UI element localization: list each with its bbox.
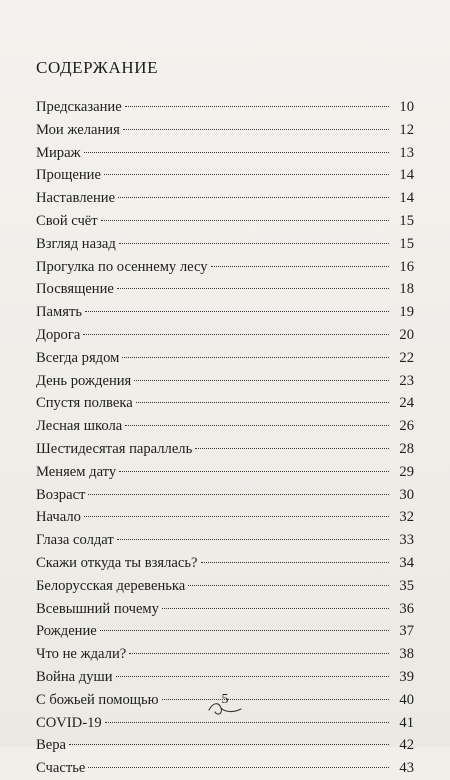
toc-entry-page: 32 xyxy=(399,509,414,526)
toc-dot-leader xyxy=(119,471,389,472)
toc-dot-leader xyxy=(117,539,389,540)
toc-entry-page: 22 xyxy=(399,349,414,366)
toc-dot-leader xyxy=(188,585,389,586)
toc-dot-leader xyxy=(211,266,389,267)
toc-entry-page: 15 xyxy=(399,235,414,252)
toc-entry xyxy=(36,506,414,529)
toc-entry-title: Скажи откуда ты взялась? xyxy=(36,554,198,571)
toc-entry-page: 18 xyxy=(399,281,414,298)
toc-entry xyxy=(36,552,414,575)
toc-entry-title: Мираж xyxy=(36,144,81,161)
toc-entry-title: COVID-19 xyxy=(36,714,102,731)
toc-entry-title: С божьей помощью xyxy=(36,691,159,708)
toc-entry-page: 40 xyxy=(399,691,414,708)
toc-entry-page: 24 xyxy=(399,395,414,412)
toc-dot-leader xyxy=(84,516,389,517)
toc-entry-page: 28 xyxy=(399,440,414,457)
toc-entry xyxy=(36,484,414,507)
toc-entry-title: Что не ждали? xyxy=(36,646,127,663)
toc-entry-page: 12 xyxy=(399,121,414,138)
page-number-text: 5 xyxy=(221,692,229,707)
toc-entry-title: Память xyxy=(36,304,82,321)
toc-entry xyxy=(36,256,414,279)
toc-entry-page: 30 xyxy=(399,486,414,503)
toc-entry-page: 14 xyxy=(399,190,414,207)
toc-entry-title: Счастье xyxy=(36,760,86,777)
toc-entry-page: 43 xyxy=(399,760,414,777)
toc-entry xyxy=(36,734,414,757)
toc-dot-leader xyxy=(119,243,389,244)
toc-dot-leader xyxy=(84,152,389,153)
toc-entry xyxy=(36,438,414,461)
toc-dot-leader xyxy=(201,562,390,563)
toc-entry xyxy=(36,324,414,347)
toc-entry-title: Прощение xyxy=(36,167,101,184)
toc-entry-title: День рождения xyxy=(36,372,132,389)
toc-entry xyxy=(36,301,414,324)
toc-entry-page: 42 xyxy=(399,737,414,754)
toc-entry xyxy=(36,370,414,393)
toc-entry xyxy=(36,278,414,301)
toc-entry-title: Всегда рядом xyxy=(36,349,120,366)
toc-dot-leader xyxy=(125,425,389,426)
toc-entry-title: Белорусская деревенька xyxy=(36,577,186,594)
toc-entry-title: Начало xyxy=(36,509,81,526)
toc-entry-title: Мои желания xyxy=(36,121,120,138)
toc-entry-title: Возраст xyxy=(36,486,86,503)
toc-entry-title: Лесная школа xyxy=(36,418,123,435)
toc-entry-title: Спустя полвека xyxy=(36,395,133,412)
toc-entry-page: 34 xyxy=(399,554,414,571)
toc-dot-leader xyxy=(116,676,389,677)
toc-entry xyxy=(36,666,414,689)
toc-entry xyxy=(36,415,414,438)
toc-entry-page: 14 xyxy=(399,167,414,184)
toc-entry-title: Дорога xyxy=(36,326,81,343)
toc-entry xyxy=(36,119,414,142)
toc-dot-leader xyxy=(101,220,389,221)
toc-entry-page: 10 xyxy=(399,99,414,115)
toc-dot-leader xyxy=(195,448,389,449)
toc-entry-page: 36 xyxy=(399,600,414,617)
toc-entry xyxy=(36,233,414,256)
toc-entry xyxy=(36,598,414,621)
page-number-flourish-icon xyxy=(205,698,245,718)
toc-dot-leader xyxy=(105,722,389,723)
toc-entry-page: 23 xyxy=(399,372,414,389)
toc-entry-page: 38 xyxy=(399,646,414,663)
toc-dot-leader xyxy=(123,129,389,130)
toc-entry-title: Свой счёт xyxy=(36,212,98,229)
toc-dot-leader xyxy=(122,357,389,358)
toc-entry-page: 16 xyxy=(399,258,414,275)
toc-entry-title: Взгляд назад xyxy=(36,235,116,252)
toc-dot-leader xyxy=(100,630,389,631)
toc-dot-leader xyxy=(162,608,389,609)
toc-entry-page: 37 xyxy=(399,623,414,640)
toc-entry xyxy=(36,529,414,552)
toc-entry-page: 39 xyxy=(399,668,414,685)
toc-entry xyxy=(36,620,414,643)
toc-entry-page: 41 xyxy=(399,714,414,731)
table-of-contents xyxy=(36,96,414,780)
toc-entry-page: 26 xyxy=(399,418,414,435)
toc-dot-leader xyxy=(118,197,389,198)
toc-entry-title: Меняем дату xyxy=(36,463,117,480)
toc-entry xyxy=(36,210,414,233)
toc-entry-title: Посвящение xyxy=(36,281,114,298)
toc-entry xyxy=(36,461,414,484)
contents-heading: СОДЕРЖАНИЕ xyxy=(36,58,159,77)
toc-entry-title: Рождение xyxy=(36,623,97,640)
toc-entry-page: 29 xyxy=(399,463,414,480)
toc-dot-leader xyxy=(104,174,389,175)
toc-dot-leader xyxy=(85,311,389,312)
toc-entry-page: 19 xyxy=(399,304,414,321)
toc-dot-leader xyxy=(129,653,389,654)
toc-dot-leader xyxy=(83,334,389,335)
toc-entry-page: 35 xyxy=(399,577,414,594)
toc-entry-title: Война души xyxy=(36,668,113,685)
toc-entry xyxy=(36,142,414,165)
toc-entry xyxy=(36,187,414,210)
toc-entry-title: Вера xyxy=(36,737,66,754)
toc-entry xyxy=(36,643,414,666)
toc-entry-page: 13 xyxy=(399,144,414,161)
toc-entry xyxy=(36,347,414,370)
toc-entry-title: Шестидесятая параллель xyxy=(36,440,193,457)
toc-entry-title: Всевышний почему xyxy=(36,600,159,617)
toc-dot-leader xyxy=(117,288,389,289)
toc-dot-leader xyxy=(125,106,389,107)
toc-entry xyxy=(36,757,414,780)
toc-entry-title: Прогулка по осеннему лесу xyxy=(36,258,208,275)
toc-dot-leader xyxy=(134,380,389,381)
toc-dot-leader xyxy=(88,767,389,768)
toc-dot-leader xyxy=(88,494,389,495)
toc-dot-leader xyxy=(136,402,389,403)
toc-entry-page: 20 xyxy=(399,326,414,343)
toc-dot-leader xyxy=(69,744,389,745)
toc-entry xyxy=(36,575,414,598)
toc-entry-title: Глаза солдат xyxy=(36,532,114,549)
toc-entry xyxy=(36,164,414,187)
toc-entry xyxy=(36,96,414,119)
toc-entry-page: 33 xyxy=(399,532,414,549)
toc-entry xyxy=(36,392,414,415)
toc-entry-title: Предсказание xyxy=(36,99,122,115)
toc-entry-page: 15 xyxy=(399,212,414,229)
toc-entry-title: Наставление xyxy=(36,190,116,207)
